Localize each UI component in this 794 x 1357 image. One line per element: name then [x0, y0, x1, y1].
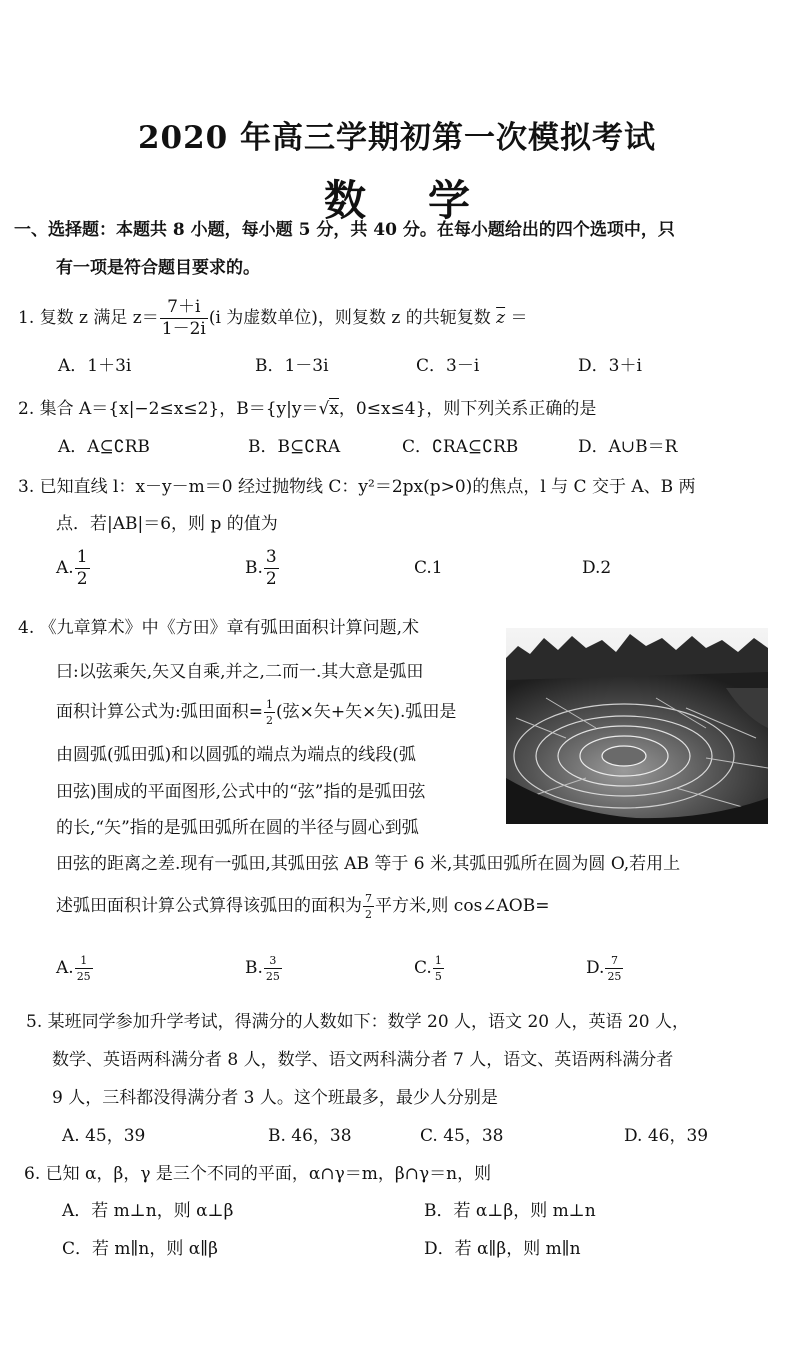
q6-option-c: C．若 m∥n，则 α∥β: [62, 1239, 218, 1259]
question-4-line8: [56, 888, 549, 924]
q4-option-b-num: 3: [264, 955, 282, 969]
q3-option-b: [245, 548, 280, 588]
question-4-line5: 田弦)围成的平面图形,公式中的“弦”指的是弧田弦: [56, 782, 426, 802]
q1-frac-den: 1－2i: [161, 319, 206, 339]
q4-option-a-fraction: [75, 955, 93, 982]
q4-option-d-fraction: [605, 955, 623, 982]
q2-option-c: C．∁RA⊆∁RB: [402, 437, 519, 457]
q4-line8-a: 述弧田面积计算公式算得该弧田的面积为: [56, 896, 362, 916]
q5-option-d: D. 46，39: [624, 1126, 709, 1146]
q5-option-c: C. 45，38: [420, 1126, 504, 1146]
question-4-line7: 田弦的距离之差.现有一弧田,其弧田弦 AB 等于 6 米,其弧田弧所在圆为圆 O,若用上: [56, 854, 681, 874]
q3-option-a-label: A.: [56, 558, 74, 578]
q1-suffix: (i 为虚数单位)，则复数 z 的共轭复数: [208, 308, 497, 328]
question-4-line6: 的长,“矢”指的是弧田弧所在圆的半径与圆心到弧: [56, 818, 419, 838]
q4-half-num: 1: [265, 698, 273, 711]
q5-option-a: A. 45，39: [62, 1126, 146, 1146]
q1-option-a: A．1＋3i: [58, 356, 132, 376]
question-5-line2: 数学、英语两科满分者 8 人，数学、语文两科满分者 7 人，语文、英语两科满分者: [52, 1050, 674, 1070]
q1-fraction: [160, 299, 208, 338]
q1-option-d: D．3＋i: [578, 356, 642, 376]
question-5-line1: 5. 某班同学参加升学考试，得满分的人数如下：数学 20 人，语文 20 人，英语 20 人，: [26, 1012, 689, 1032]
q4-half-den: 2: [265, 714, 273, 727]
q2-stem-a: 2. 集合 A＝{x|−2≤x≤2}，B＝{y|y＝: [18, 399, 319, 419]
q3-option-a-den: 2: [76, 569, 88, 589]
section1-heading-line2: 有一项是符合题目要求的。: [56, 258, 260, 278]
q4-area-fraction: [363, 893, 374, 920]
q2-option-b: B．B⊆∁RA: [248, 437, 341, 457]
q4-option-b-den: 25: [265, 970, 280, 983]
terraced-field-photo: [506, 628, 768, 824]
q6-option-b: B．若 α⊥β，则 m⊥n: [424, 1201, 596, 1221]
question-4-line3: [56, 694, 456, 730]
question-5-line3: 9 人，三科都没得满分者 3 人。这个班最多，最少人分别是: [52, 1088, 498, 1108]
q4-option-c-num: 1: [434, 954, 442, 967]
q2-option-d: D．A∪B＝R: [578, 437, 678, 457]
q4-option-c-label: C.: [414, 958, 432, 978]
q2-option-a: A．A⊆∁RB: [58, 437, 150, 457]
exam-title: 2020 年高三学期初第一次模拟考试: [137, 120, 657, 156]
q4-option-d-num: 7: [605, 955, 623, 969]
q4-option-b: [245, 950, 283, 986]
q3-option-a-num: 1: [76, 547, 88, 567]
question-3-line1: 3. 已知直线 l：x－y－m＝0 经过抛物线 C：y²＝2px(p>0)的焦点，l 与 C 交于 A、B 两: [18, 477, 696, 497]
q4-option-a-num: 1: [75, 955, 93, 969]
q3-option-b-num: 3: [265, 547, 277, 567]
q4-option-a: [56, 950, 94, 986]
q1-option-b: B．1－3i: [255, 356, 329, 376]
q4-half-fraction: [264, 699, 275, 726]
q4-area-num: 7: [365, 892, 372, 905]
q4-option-c: [414, 950, 445, 986]
q3-option-d: D.2: [582, 558, 612, 578]
section1-heading-line1: 一、选择题：本题共 8 小题，每小题 5 分，共 40 分。在每小题给出的四个选项中，只: [14, 220, 675, 240]
question-4-line4: 由圆弧(弧田弧)和以圆弧的端点为端点的线段(弧: [56, 745, 416, 765]
question-6-stem: 6. 已知 α，β，γ 是三个不同的平面，α∩γ＝m，β∩γ＝n，则: [24, 1164, 492, 1184]
question-2-stem: [18, 397, 596, 421]
q4-option-a-den: 25: [76, 970, 91, 983]
q4-line3-b: (弦×矢+矢×矢).弧田是: [275, 702, 457, 722]
q4-option-b-label: B.: [245, 958, 263, 978]
q4-option-d: [586, 950, 624, 986]
q4-option-c-fraction: [433, 955, 444, 982]
q3-option-b-label: B.: [245, 558, 263, 578]
q4-option-b-fraction: [264, 955, 282, 982]
q1-option-c: C．3－i: [416, 356, 480, 376]
q4-option-d-den: 25: [607, 970, 622, 983]
subject-heading: 数学: [323, 176, 532, 225]
q3-option-a-fraction: [75, 549, 90, 588]
q2-stem-b: ，0≤x≤4}，则下列关系正确的是: [338, 399, 597, 419]
sqrt-icon: √: [318, 399, 330, 419]
q1-conjugate-z: $\overline{z}$: [496, 308, 506, 328]
question-3-line2: 点．若|AB|＝6，则 p 的值为: [56, 514, 278, 534]
question-4-line1: 4. 《九章算术》中《方田》章有弧田面积计算问题,术: [18, 618, 420, 638]
question-1-stem: [18, 297, 528, 339]
q5-option-b: B. 46，38: [268, 1126, 352, 1146]
q6-option-a: A．若 m⊥n，则 α⊥β: [62, 1201, 234, 1221]
q3-option-c: C.1: [414, 558, 443, 578]
q3-option-a: [56, 548, 91, 588]
q4-option-c-den: 5: [434, 970, 442, 983]
q4-area-den: 2: [365, 908, 372, 921]
q4-line3-a: 面积计算公式为:弧田面积=: [56, 702, 263, 722]
q2-sqrt-x: x: [329, 399, 339, 419]
q3-option-b-den: 2: [265, 569, 277, 589]
q4-option-d-label: D.: [586, 958, 605, 978]
q1-prefix: 1. 复数 z 满足 z＝: [18, 308, 159, 328]
q1-end: ＝: [505, 308, 528, 328]
q1-frac-num: 7＋i: [160, 299, 208, 319]
question-4-line2: 曰:以弦乘矢,矢又自乘,并之,二而一.其大意是弧田: [56, 662, 424, 682]
q6-option-d: D．若 α∥β，则 m∥n: [424, 1239, 581, 1259]
q4-option-a-label: A.: [56, 958, 74, 978]
terraced-field-illustration: [506, 628, 768, 824]
q4-line8-b: 平方米,则 cos∠AOB=: [375, 896, 550, 916]
q3-option-b-fraction: [264, 549, 279, 588]
